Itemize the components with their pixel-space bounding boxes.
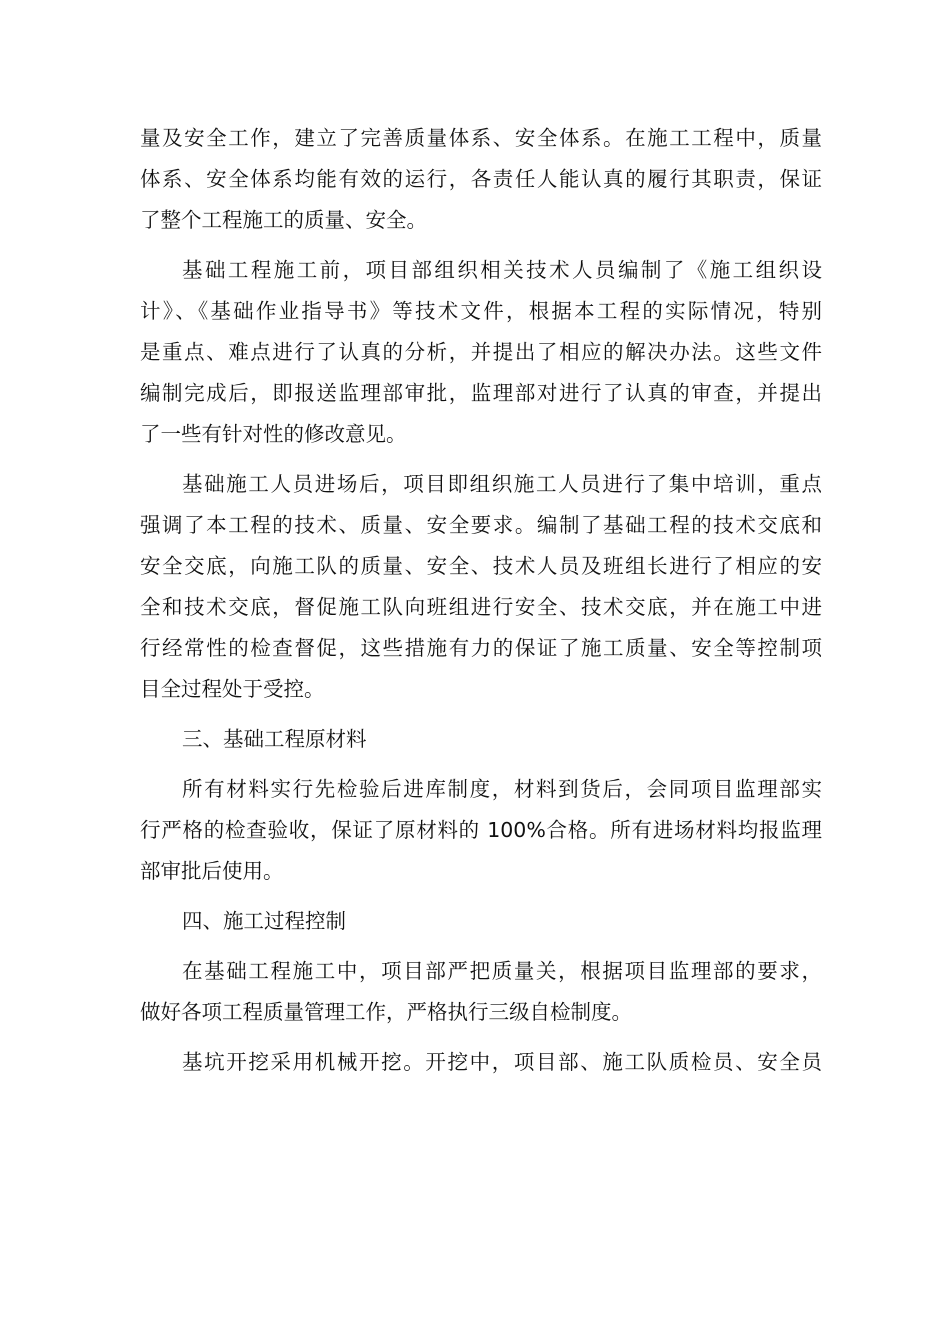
text-line: 计》、《基础作业指导书》等技术文件，根据本工程的实际情况，特别 [140, 299, 822, 323]
paragraph-quality-safety-system [140, 118, 822, 241]
text-line: 了一些有针对性的修改意见。 [140, 422, 407, 446]
heading-text: 四、施工过程控制 [182, 909, 346, 933]
paragraph-staff-training [140, 464, 822, 710]
text-line: 量及安全工作，建立了完善质量体系、安全体系。在施工工程中，质量 [140, 126, 822, 150]
text-line: 全和技术交底，督促施工队向班组进行安全、技术交底，并在施工中进 [140, 595, 822, 619]
heading-text: 三、基础工程原材料 [182, 727, 367, 751]
text-line: 部审批后使用。 [140, 859, 284, 883]
text-line: 目全过程处于受控。 [140, 677, 325, 701]
paragraph-quality-management [140, 951, 822, 1033]
text-line: 所有材料实行先检验后进库制度，材料到货后，会同项目监理部实 [182, 777, 822, 801]
text-line: 是重点、难点进行了认真的分析，并提出了相应的解决办法。这些文件 [140, 340, 822, 364]
paragraph-excavation [140, 1042, 822, 1083]
text-line: 在基础工程施工中，项目部严把质量关，根据项目监理部的要求， [182, 959, 822, 983]
text-line: 编制完成后，即报送监理部审批，监理部对进行了认真的审查，并提出 [140, 381, 822, 405]
text-line: 强调了本工程的技术、质量、安全要求。编制了基础工程的技术交底和 [140, 513, 822, 537]
document-page [140, 118, 822, 1092]
text-line: 了整个工程施工的质量、安全。 [140, 208, 427, 232]
section-heading-raw-materials [140, 719, 822, 760]
text-line: 基坑开挖采用机械开挖。开挖中，项目部、施工队质检员、安全员 [182, 1050, 822, 1074]
text-line: 行经常性的检查督促，这些措施有力的保证了施工质量、安全等控制项 [140, 636, 822, 660]
section-heading-process-control [140, 901, 822, 942]
text-line: 基础工程施工前，项目部组织相关技术人员编制了《施工组织设 [182, 258, 822, 282]
text-line: 行严格的检查验收，保证了原材料的 100%合格。所有进场材料均报监理 [140, 818, 822, 842]
text-line: 做好各项工程质量管理工作，严格执行三级自检制度。 [140, 1000, 632, 1024]
paragraph-material-inspection [140, 769, 822, 892]
text-line: 基础施工人员进场后，项目即组织施工人员进行了集中培训，重点 [182, 472, 822, 496]
paragraph-construction-planning [140, 250, 822, 455]
text-line: 安全交底，向施工队的质量、安全、技术人员及班组长进行了相应的安 [140, 554, 822, 578]
text-line: 体系、安全体系均能有效的运行，各责任人能认真的履行其职责，保证 [140, 167, 822, 191]
